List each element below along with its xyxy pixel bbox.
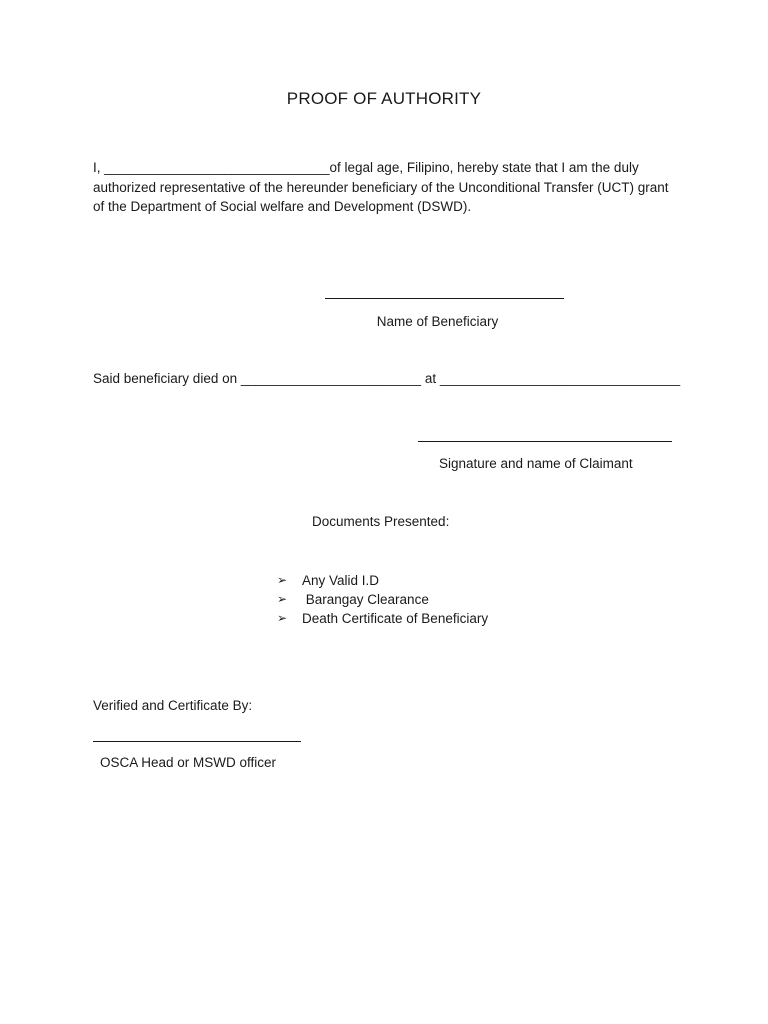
arrow-bullet-icon: ➢ — [277, 573, 288, 587]
claimant-signature-line — [418, 441, 672, 442]
verifier-signature-line — [93, 741, 301, 742]
arrow-bullet-icon: ➢ — [277, 611, 288, 625]
documents-heading: Documents Presented: — [312, 514, 450, 529]
list-item — [277, 590, 488, 609]
list-item — [277, 571, 488, 590]
document-item-label: Death Certificate of Beneficiary — [302, 611, 489, 626]
document-title: PROOF OF AUTHORITY — [286, 89, 482, 108]
documents-list — [277, 571, 488, 628]
list-item — [277, 609, 488, 628]
verification-heading: Verified and Certificate By: — [93, 698, 253, 713]
intro-text: of legal age, Filipino, hereby state that I am the duly authorized representative of the hereunder beneficiary of the Unconditional Transfer (UCT) grant of the Department of Social welfare and Development (DSWD). — [93, 160, 669, 214]
intro-prefix: I, — [93, 160, 105, 175]
death-date-blank: ________________________ — [240, 371, 422, 386]
verifier-label: OSCA Head or MSWD officer — [100, 755, 277, 770]
representative-name-blank: ______________________________ — [104, 160, 330, 175]
claimant-label: Signature and name of Claimant — [439, 456, 633, 471]
death-statement — [93, 371, 680, 386]
death-prefix: Said beneficiary died on — [93, 371, 241, 386]
death-middle: at — [421, 371, 440, 386]
beneficiary-name-line — [325, 298, 564, 299]
beneficiary-label: Name of Beneficiary — [376, 314, 499, 329]
document-item-label: Barangay Clearance — [302, 592, 429, 607]
intro-paragraph — [93, 158, 683, 217]
arrow-bullet-icon: ➢ — [277, 592, 288, 606]
document-item-label: Any Valid I.D — [302, 573, 380, 588]
death-place-blank: ________________________________ — [439, 371, 681, 386]
